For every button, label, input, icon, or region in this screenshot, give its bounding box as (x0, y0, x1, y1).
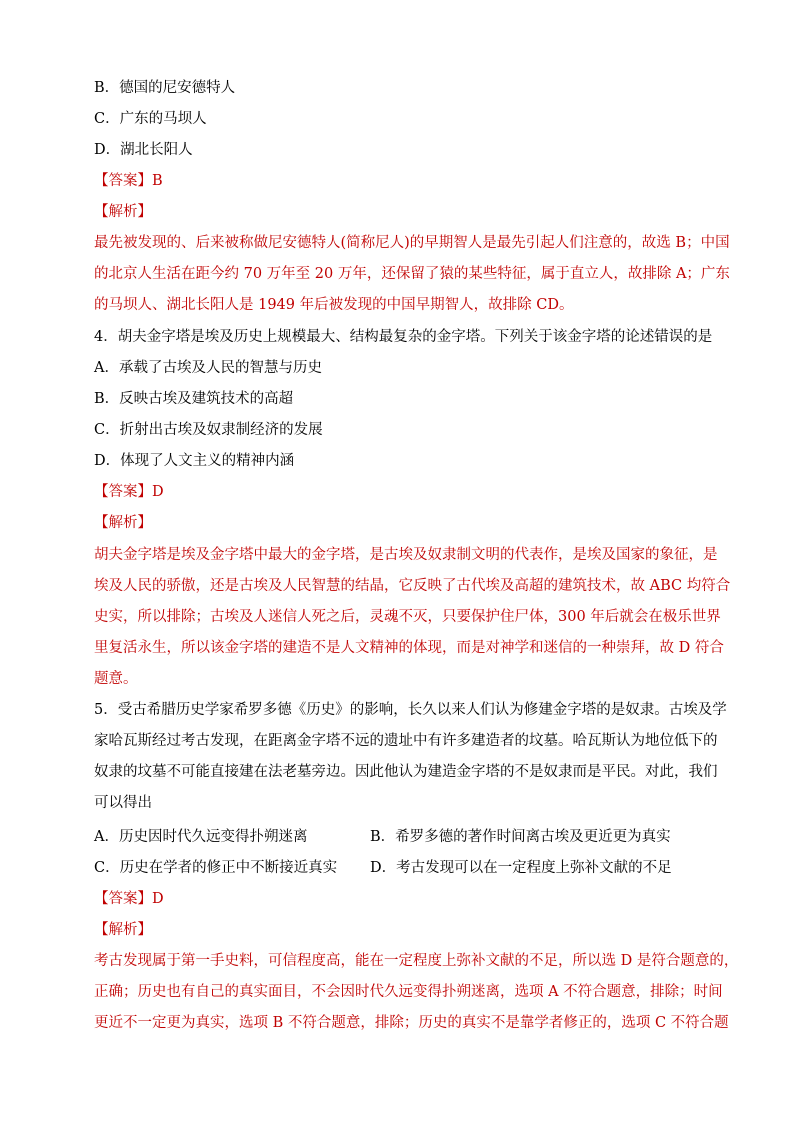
analysis-line: 里复活永生，所以该金字塔的建造不是人文精神的体现，而是对神学和迷信的一种崇拜，故 D 符合 (94, 640, 724, 656)
stem-line: 5．受古希腊历史学家希罗多德《历史》的影响，长久以来人们认为修建金字塔的是奴隶。古埃及学 (94, 702, 727, 718)
q5-analysis-tag: 【解析】 (94, 922, 152, 938)
q3-option-d: D．湖北长阳人 (94, 142, 193, 158)
q5-option-b: B．希罗多德的著作时间离古埃及更近更为真实 (370, 829, 671, 845)
answer-tag: 【答案】 (94, 484, 152, 500)
q5-analysis-text (94, 946, 739, 1039)
q3-option-b: B．德国的尼安德特人 (94, 80, 236, 96)
answer-tag: 【答案】 (94, 891, 152, 907)
q5-option-d: D．考古发现可以在一定程度上弥补文献的不足 (370, 860, 672, 876)
q3-analysis-text (94, 228, 730, 321)
q5-option-a: A．历史因时代久远变得扑朔迷离 (94, 829, 308, 845)
q4-analysis-tag: 【解析】 (94, 515, 152, 531)
analysis-line: 题意。 (94, 671, 138, 687)
q5-answer (94, 889, 164, 909)
analysis-line: 的北京人生活在距今约 70 万年至 20 万年，还保留了猿的某些特征，属于直立人，故排除 A；广东 (94, 266, 730, 282)
analysis-line: 胡夫金字塔是埃及金字塔中最大的金字塔，是古埃及奴隶制文明的代表作，是埃及国家的象征，是 (94, 547, 718, 563)
q5-option-c: C．历史在学者的修正中不断接近真实 (94, 860, 338, 876)
analysis-line: 考古发现属于第一手史料，可信程度高，能在一定程度上弥补文献的不足，所以选 D 是符合题意的， (94, 953, 739, 969)
analysis-line: 最先被发现的、后来被称做尼安德特人(简称尼人)的早期智人是最先引起人们注意的，故选 B；中国 (94, 235, 730, 251)
analysis-line: 的马坝人、湖北长阳人是 1949 年后被发现的中国早期智人，故排除 CD。 (94, 297, 574, 313)
stem-line: 家哈瓦斯经过考古发现，在距离金字塔不远的遗址中有许多建造者的坟墓。哈瓦斯认为地位低下的 (94, 733, 718, 749)
q3-analysis-tag: 【解析】 (94, 204, 152, 220)
analysis-line: 埃及人民的骄傲，还是古埃及人民智慧的结晶，它反映了古代埃及高超的建筑技术，故 ABC 均符合 (94, 578, 731, 594)
q5-stem (94, 695, 727, 819)
answer-value: B (152, 173, 163, 189)
q4-answer (94, 482, 164, 502)
answer-value: D (152, 891, 164, 907)
stem-line: 奴隶的坟墓不可能直接建在法老墓旁边。因此他认为建造金字塔的不是奴隶而是平民。对此，我们 (94, 764, 718, 780)
stem-line: 可以得出 (94, 795, 152, 811)
q3-option-c: C．广东的马坝人 (94, 111, 207, 127)
q4-option-a: A．承载了古埃及人民的智慧与历史 (94, 360, 322, 376)
q4-analysis-text (94, 540, 731, 695)
q4-stem: 4．胡夫金字塔是埃及历史上规模最大、结构最复杂的金字塔。下列关于该金字塔的论述错误的是 (94, 329, 713, 345)
q4-option-d: D．体现了人文主义的精神内涵 (94, 453, 295, 469)
analysis-line: 史实，所以排除；古埃及人迷信人死之后，灵魂不灭，只要保护住尸体，300 年后就会在极乐世界 (94, 609, 721, 625)
q3-answer (94, 171, 163, 191)
q4-option-c: C．折射出古埃及奴隶制经济的发展 (94, 422, 323, 438)
analysis-line: 正确；历史也有自己的真实面目，不会因时代久远变得扑朔迷离，选项 A 不符合题意，排除；时间 (94, 984, 723, 1000)
q4-option-b: B．反映古埃及建筑技术的高超 (94, 391, 294, 407)
answer-tag: 【答案】 (94, 173, 152, 189)
answer-value: D (152, 484, 164, 500)
analysis-line: 更近不一定更为真实，选项 B 不符合题意，排除；历史的真实不是靠学者修正的，选项 C 不符合题 (94, 1015, 729, 1031)
